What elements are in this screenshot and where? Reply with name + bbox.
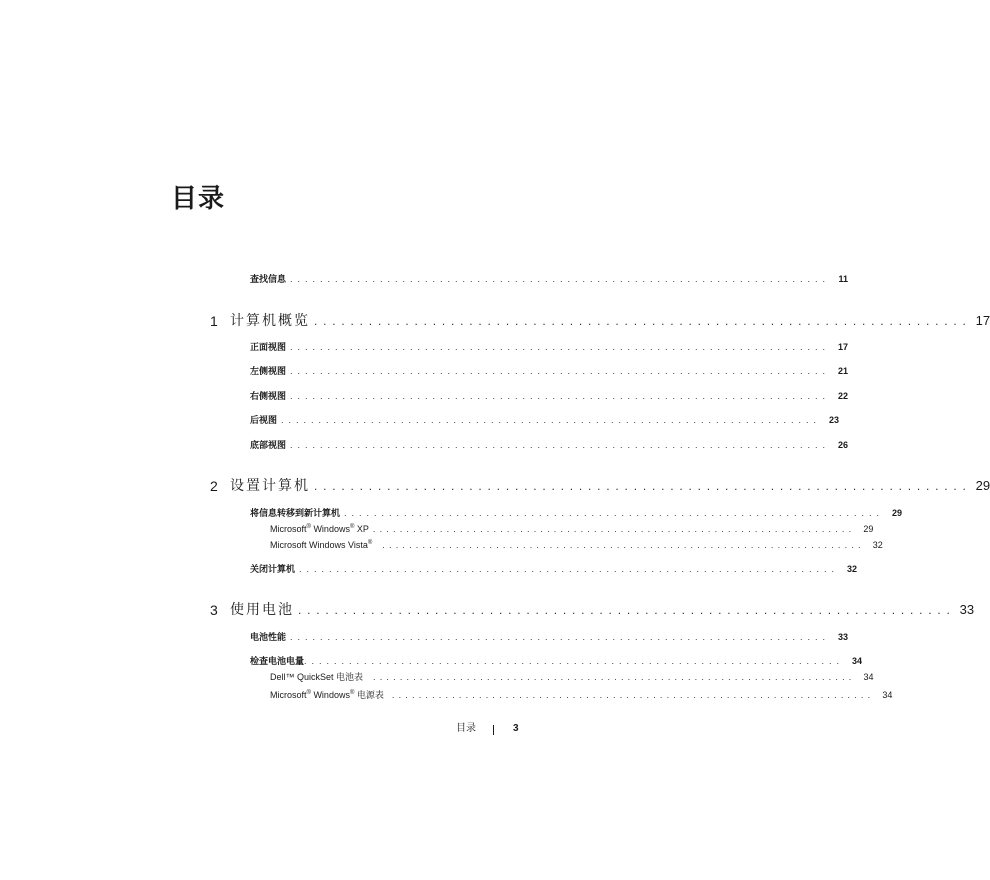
toc-entry-page: 29 — [863, 524, 874, 534]
toc-section-left-view[interactable] — [250, 364, 849, 378]
toc-section-right-view[interactable] — [250, 389, 849, 403]
dot-leader: ........................................................................ — [314, 479, 972, 493]
toc-entry-label: 关闭计算机 — [250, 565, 296, 575]
toc-chapter-2[interactable] — [210, 476, 990, 496]
chapter-number: 1 — [210, 313, 218, 329]
toc-entry-page: 22 — [838, 391, 849, 401]
toc-entry-label: 查找信息 — [250, 275, 287, 285]
toc-entry-page: 17 — [838, 342, 849, 352]
toc-entry-label: 右侧视图 — [250, 392, 287, 402]
dot-leader: ........................................................................ — [314, 314, 972, 328]
dot-leader: ........................................................................ — [391, 690, 875, 700]
dot-leader: ........................................................................ — [373, 672, 856, 682]
toc-entry-label — [270, 686, 384, 702]
toc-section-transfer-info[interactable] — [250, 506, 903, 520]
toc-entry-label: 电池性能 — [250, 633, 287, 643]
toc-chapter-3[interactable] — [210, 600, 975, 620]
chapter-page: 17 — [975, 313, 990, 328]
label-text: Microsoft — [270, 524, 307, 534]
registered-mark: ® — [349, 690, 355, 696]
toc-chapter-1[interactable] — [210, 311, 990, 331]
label-text: Microsoft — [270, 690, 307, 700]
toc-entry-page: 26 — [838, 440, 849, 450]
toc-section-battery-performance[interactable] — [250, 630, 849, 644]
dot-leader: ........................................................................ — [281, 415, 822, 425]
dot-leader: ........................................................................ — [382, 540, 865, 550]
toc-entry-page: 34 — [882, 690, 893, 700]
page-title: 目录 — [171, 184, 226, 214]
toc-section-front-view[interactable] — [250, 340, 849, 354]
label-text: Windows — [310, 690, 350, 700]
dot-leader: ........................................................................ — [304, 656, 845, 666]
dot-leader: ........................................................................ — [290, 632, 831, 642]
toc-entry-page: 32 — [847, 564, 858, 574]
toc-entry-page: 34 — [852, 656, 863, 666]
toc-entry-page: 23 — [829, 415, 840, 425]
toc-entry-label: 底部视图 — [250, 441, 287, 451]
dot-leader: ........................................................................ — [290, 342, 831, 352]
toc-entry-find-info[interactable] — [250, 272, 849, 286]
label-text: Microsoft Windows Vista — [270, 540, 368, 550]
chapter-page: 29 — [975, 478, 990, 493]
chapter-title: 设置计算机 — [230, 478, 310, 494]
toc-entry-label: 将信息转移到新计算机 — [250, 509, 341, 519]
toc-subsection-windows-power-meter[interactable] — [270, 686, 893, 700]
label-text: XP — [354, 524, 369, 534]
toc-section-bottom-view[interactable] — [250, 438, 849, 452]
dot-leader: ........................................................................ — [344, 508, 885, 518]
toc-entry-page: 33 — [838, 632, 849, 642]
dot-leader: ........................................................................ — [298, 603, 956, 617]
toc-entry-label: Dell™ QuickSet 电池表 — [270, 672, 364, 682]
toc-subsection-quickset-battery-meter[interactable] — [270, 670, 874, 684]
chapter-page: 33 — [959, 602, 975, 617]
footer-separator — [493, 725, 494, 735]
page-footer — [456, 721, 526, 737]
label-text: 电源表 — [354, 690, 384, 700]
footer-page-number: 3 — [513, 723, 519, 734]
toc-subsection-windows-xp[interactable] — [270, 520, 874, 534]
toc-entry-page: 29 — [892, 508, 903, 518]
registered-mark: ® — [306, 524, 311, 530]
dot-leader: ........................................................................ — [290, 366, 831, 376]
dot-leader: ........................................................................ — [299, 564, 840, 574]
chapter-title: 计算机概览 — [230, 313, 310, 329]
toc-entry-label — [270, 536, 372, 552]
toc-entry-page: 34 — [863, 672, 874, 682]
dot-leader: ........................................................................ — [290, 274, 831, 284]
toc-section-shutdown[interactable] — [250, 562, 858, 576]
label-text: Windows — [310, 524, 350, 534]
dot-leader: ........................................................................ — [290, 440, 831, 450]
toc-entry-label: 检查电池电量 — [250, 657, 305, 667]
registered-mark: ® — [306, 690, 311, 696]
dot-leader: ........................................................................ — [372, 524, 856, 534]
chapter-number: 3 — [210, 602, 218, 618]
toc-entry-label: 后视图 — [250, 416, 278, 426]
registered-mark: ® — [367, 540, 373, 546]
toc-entry-page: 11 — [838, 274, 849, 284]
footer-label: 目录 — [456, 723, 476, 734]
toc-section-check-battery[interactable] — [250, 654, 863, 668]
chapter-number: 2 — [210, 478, 218, 494]
chapter-title: 使用电池 — [230, 602, 294, 618]
toc-subsection-windows-vista[interactable] — [270, 536, 883, 550]
toc-entry-label: 正面视图 — [250, 343, 287, 353]
dot-leader: ........................................................................ — [290, 391, 831, 401]
registered-mark: ® — [349, 524, 355, 530]
toc-entry-label: 左侧视图 — [250, 367, 287, 377]
toc-entry-label — [270, 520, 369, 536]
toc-section-back-view[interactable] — [250, 413, 840, 427]
toc-entry-page: 32 — [872, 540, 883, 550]
toc-entry-page: 21 — [838, 366, 849, 376]
